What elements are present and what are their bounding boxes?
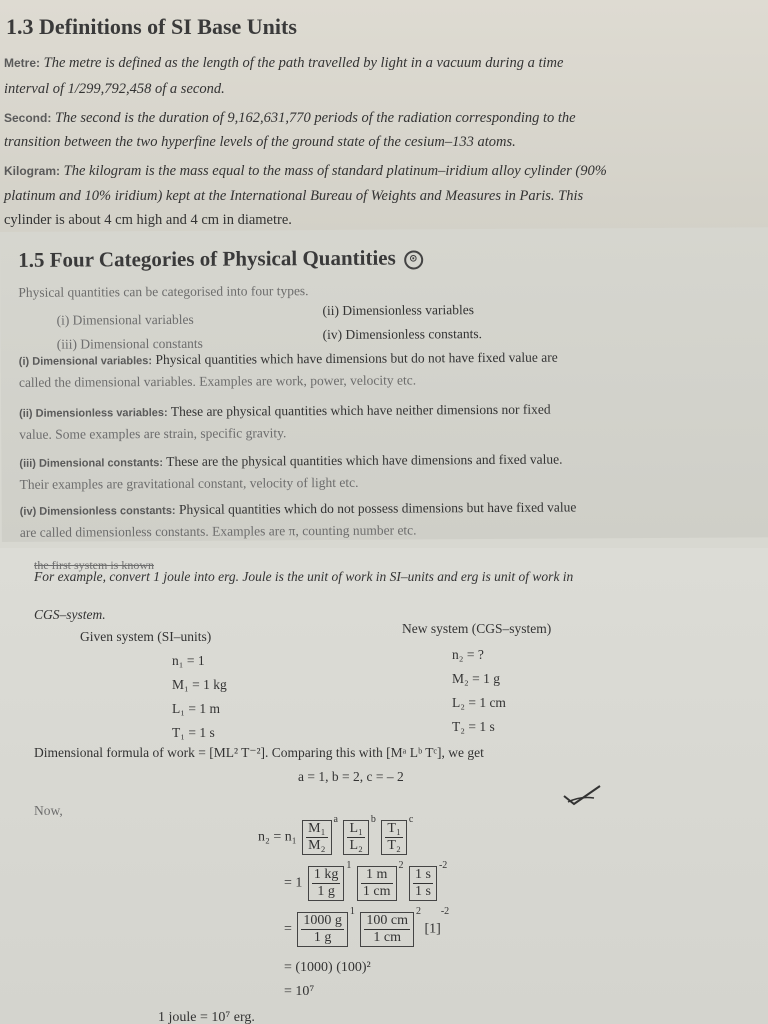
given-system-heading: Given system (SI–units) bbox=[80, 629, 212, 644]
section-heading-si-base-units: 1.3 Definitions of SI Base Units bbox=[6, 14, 297, 39]
dimensional-variables-line-2: called the dimensional variables. Examples are work, power, velocity etc. bbox=[18, 372, 417, 390]
dimensional-formula-text: Dimensional formula of work = [ML² T⁻²]. Comparing this with [Mᵃ Lᵇ Tᶜ], we get bbox=[34, 745, 484, 760]
si-definitions-section bbox=[0, 0, 768, 232]
second-line-1: Second: The second is the duration of 9,162,631,770 periods of the radiation corresponding to the bbox=[4, 110, 576, 126]
formula-line-4: = (1000) (100)² bbox=[284, 960, 371, 975]
kilogram-line-2: platinum and 10% iridium) kept at the International Bureau of Weights and Measures in Paris. This bbox=[4, 188, 584, 204]
new-l2: L₂ = 1 cm bbox=[452, 695, 506, 710]
given-l1: L₁ = 1 m bbox=[172, 701, 220, 716]
now-label: Now, bbox=[34, 803, 63, 818]
dimensional-constants-line-2: Their examples are gravitational constant, velocity of light etc. bbox=[19, 474, 359, 492]
dimensionless-variables-line-2: value. Some examples are strain, specific gravity. bbox=[19, 425, 287, 442]
formula-line-3: = $\frac{1000 g}{1 g}$ $^1$ $\frac{100 cm}{1 cm}$ $^2$ $[1]^{-2}$ bbox=[284, 906, 450, 945]
kilogram-line-1: Kilogram: The kilogram is the mass equal to the mass of standard platinum–iridium alloy cylinder (90% bbox=[4, 163, 607, 179]
formula-line-2: = 1 $\frac{1 kg}{1 g}$ $^1$ $\frac{1 m}{1 cm}$ $^2$ $\frac{1 s}{1 s}$ $^{-2}$ bbox=[284, 860, 448, 899]
new-n2: n₂ = ? bbox=[452, 647, 484, 662]
physical-quantities-section bbox=[0, 227, 768, 542]
dimensional-constants-line-1: (iii) Dimensional constants: These are the physical quantities which have dimensions and fixed value. bbox=[19, 451, 563, 470]
checkmark-icon bbox=[560, 782, 604, 808]
dimensionless-constants-line-2: are called dimensionless constants. Examples are π, counting number etc. bbox=[19, 522, 417, 540]
type-item-iv: (iv) Dimensionless constants. bbox=[322, 326, 483, 343]
dimensional-variables-line-1: (i) Dimensional variables: Physical quantities which have dimensions but do not have fixed value are bbox=[18, 349, 558, 368]
section-heading-four-categories: 1.5 Four Categories of Physical Quantities ⊙ bbox=[18, 245, 423, 272]
cut-off-line: the first system is known bbox=[34, 558, 154, 572]
example-line-2: CGS–system. bbox=[34, 607, 106, 622]
new-t2: T₂ = 1 s bbox=[452, 719, 495, 734]
formula-line-1: n₂ = n₁ $\frac{\text{M₁}}{\text{M₂}}$ $^a$ $\frac{\text{L₁}}{\text{L₂}}$ $^b$ $\frac{\text{T₁}}{\text{T₂}}$ $^c$ bbox=[258, 814, 414, 853]
given-n1: n₁ = 1 bbox=[172, 653, 205, 668]
type-item-ii: (ii) Dimensionless variables bbox=[322, 302, 474, 319]
intro-text: Physical quantities can be categorised into four types. bbox=[18, 283, 309, 300]
second-line-2: transition between the two hyperfine levels of the ground state of the cesium–133 atoms. bbox=[4, 134, 516, 150]
example-line-1: For example, convert 1 joule into erg. Joule is the unit of work in SI–units and erg is unit of work in bbox=[34, 569, 574, 584]
new-system-heading: New system (CGS–system) bbox=[402, 621, 552, 636]
play-circle-icon[interactable]: ⊙ bbox=[404, 250, 423, 269]
metre-line-1: Metre: The metre is defined as the length of the path travelled by light in a vacuum during a time bbox=[4, 55, 564, 71]
result-line: 1 joule = 10⁷ erg. bbox=[158, 1010, 255, 1024]
dimensionless-constants-line-1: (iv) Dimensionless constants: Physical quantities which do not possess dimensions but have fixed value bbox=[19, 499, 577, 518]
metre-line-2: interval of 1/299,792,458 of a second. bbox=[4, 81, 225, 97]
kilogram-line-3: cylinder is about 4 cm high and 4 cm in diametre. bbox=[4, 212, 292, 228]
type-item-iii: (iii) Dimensional constants bbox=[56, 335, 203, 352]
unit-conversion-example bbox=[0, 548, 768, 1024]
new-m2: M₂ = 1 g bbox=[452, 671, 500, 686]
dimensionless-variables-line-1: (ii) Dimensionless variables: These are physical quantities which have neither dimensions nor fixed bbox=[19, 401, 551, 420]
formula-line-5: = 10⁷ bbox=[284, 984, 315, 999]
given-m1: M₁ = 1 kg bbox=[172, 677, 227, 692]
type-item-i: (i) Dimensional variables bbox=[56, 311, 194, 328]
given-t1: T₁ = 1 s bbox=[172, 725, 215, 740]
exponents-abc: a = 1, b = 2, c = – 2 bbox=[298, 769, 404, 784]
